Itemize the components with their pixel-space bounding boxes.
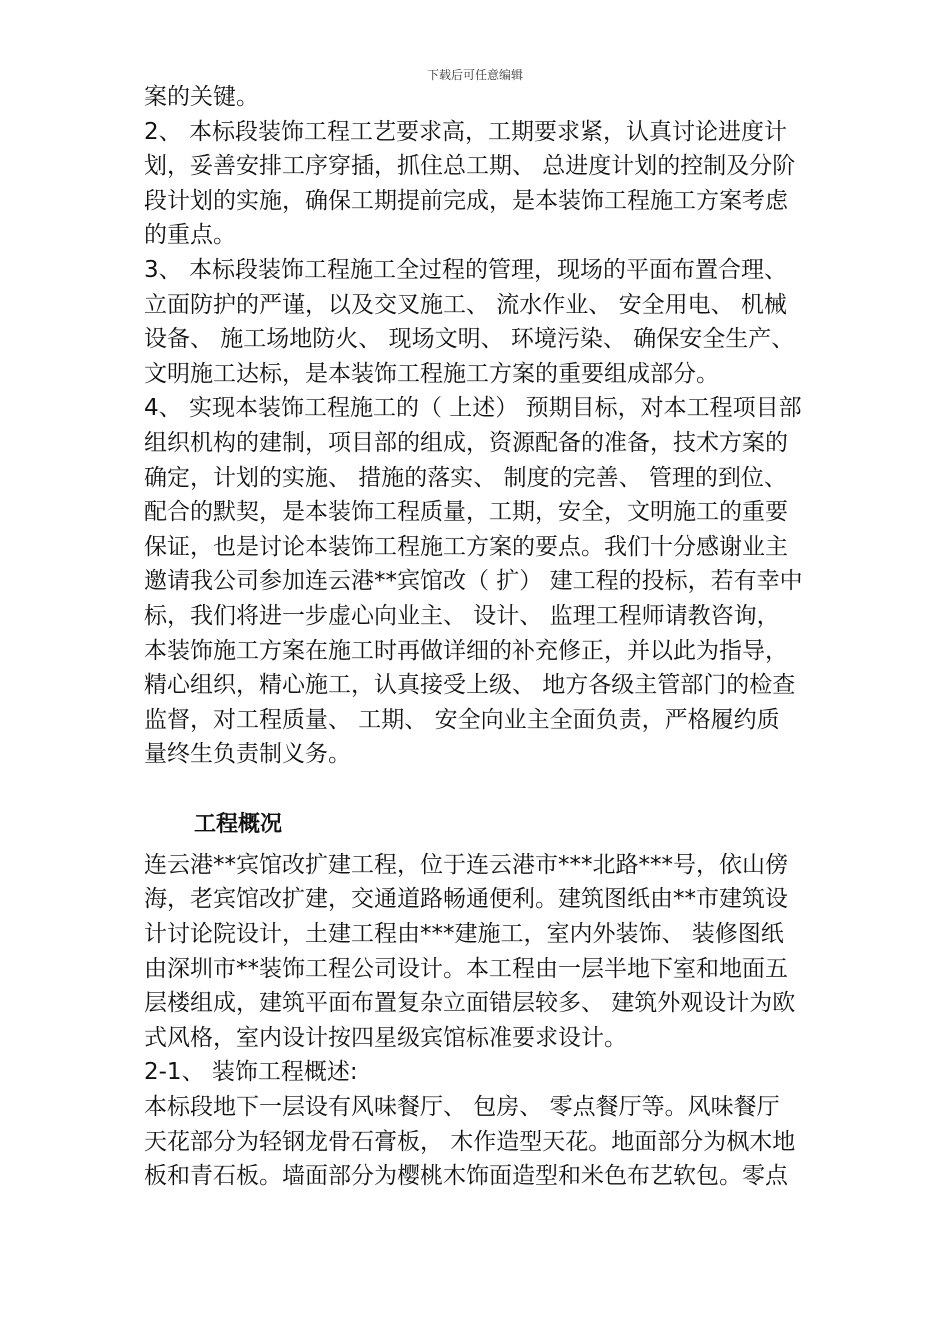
text-line: 板和青石板。墙面部分为樱桃木饰面造型和米色布艺软包。零点 — [144, 1163, 788, 1190]
text-line: 本标段地下一层设有风味餐厅、 包房、 零点餐厅等。风味餐厅 — [144, 1094, 780, 1121]
text-line: 精心组织，精心施工，认真接受上级、 地方各级主管部门的检查 — [144, 672, 796, 699]
text-line: 确定，计划的实施、 措施的落实、 制度的完善、 管理的到位、 — [144, 464, 787, 491]
text-line: 邀请我公司参加连云港**宾馆改（ 扩） 建工程的投标，若有幸中 — [144, 568, 803, 595]
page-header: 下载后可任意编辑 — [426, 68, 523, 82]
text-line: 标，我们将进一步虚心向业主、 设计、 监理工程师请教咨询， — [144, 602, 780, 629]
section-spacer — [144, 772, 824, 808]
text-line: 由深圳市**装饰工程公司设计。本工程由一层半地下室和地面五 — [144, 955, 788, 982]
text-line: 4、 实现本装饰工程施工的（ 上述） 预期目标，对本工程项目部 — [144, 395, 802, 422]
text-line: 式风格，室内设计按四星级宾馆标准要求设计。 — [144, 1024, 627, 1051]
document-body — [144, 80, 824, 1194]
paragraph-block-2 — [144, 848, 824, 1194]
subsection-heading: 2-1、 装饰工程概述: — [144, 1059, 358, 1086]
text-line: 设备、 施工场地防火、 现场文明、 环境污染、 确保安全生产、 — [144, 326, 795, 353]
section-title: 工程概况 — [194, 811, 283, 837]
text-line: 连云港**宾馆改扩建工程，位于连云港市***北路***号，依山傍 — [144, 851, 788, 878]
text-line: 3、 本标段装饰工程施工全过程的管理，现场的平面布置合理、 — [144, 256, 787, 283]
paragraph-block-1 — [144, 80, 824, 772]
text-line: 的重点。 — [144, 222, 236, 249]
text-line: 案的关键。 — [144, 84, 259, 110]
text-line: 段计划的实施，确保工期提前完成，是本装饰工程施工方案考虑 — [144, 187, 788, 214]
text-line: 配合的默契，是本装饰工程质量，工期，安全，文明施工的重要 — [144, 499, 788, 526]
text-line: 层楼组成，建筑平面布置复杂立面错层较多、 建筑外观设计为欧 — [144, 990, 796, 1017]
text-line: 计讨论院设计，土建工程由***建施工，室内外装饰、 装修图纸 — [144, 921, 784, 948]
text-line: 文明施工达标，是本装饰工程施工方案的重要组成部分。 — [144, 360, 719, 387]
text-line: 天花部分为轻钢龙骨石膏板， 木作造型天花。地面部分为枫木地 — [144, 1128, 796, 1155]
text-line: 海，老宾馆改扩建，交通道路畅通便利。建筑图纸由**市建筑设 — [144, 886, 788, 913]
text-line: 监督，对工程质量、 工期、 安全向业主全面负责，严格履约质 — [144, 706, 780, 733]
text-line: 2、 本标段装饰工程工艺要求高，工期要求紧，认真讨论进度计 — [144, 118, 787, 145]
text-line: 本装饰施工方案在施工时再做详细的补充修正，并以此为指导， — [144, 637, 788, 664]
text-line: 划，妥善安排工序穿插，抓住总工期、 总进度计划的控制及分阶 — [144, 153, 796, 180]
text-line: 量终生负责制义务。 — [144, 741, 351, 768]
text-line: 立面防护的严谨，以及交叉施工、 流水作业、 安全用电、 机械 — [144, 291, 787, 318]
text-line: 组织机构的建制，项目部的组成，资源配备的准备，技术方案的 — [144, 429, 788, 456]
text-line: 保证，也是讨论本装饰工程施工方案的要点。我们十分感谢业主 — [144, 533, 788, 560]
